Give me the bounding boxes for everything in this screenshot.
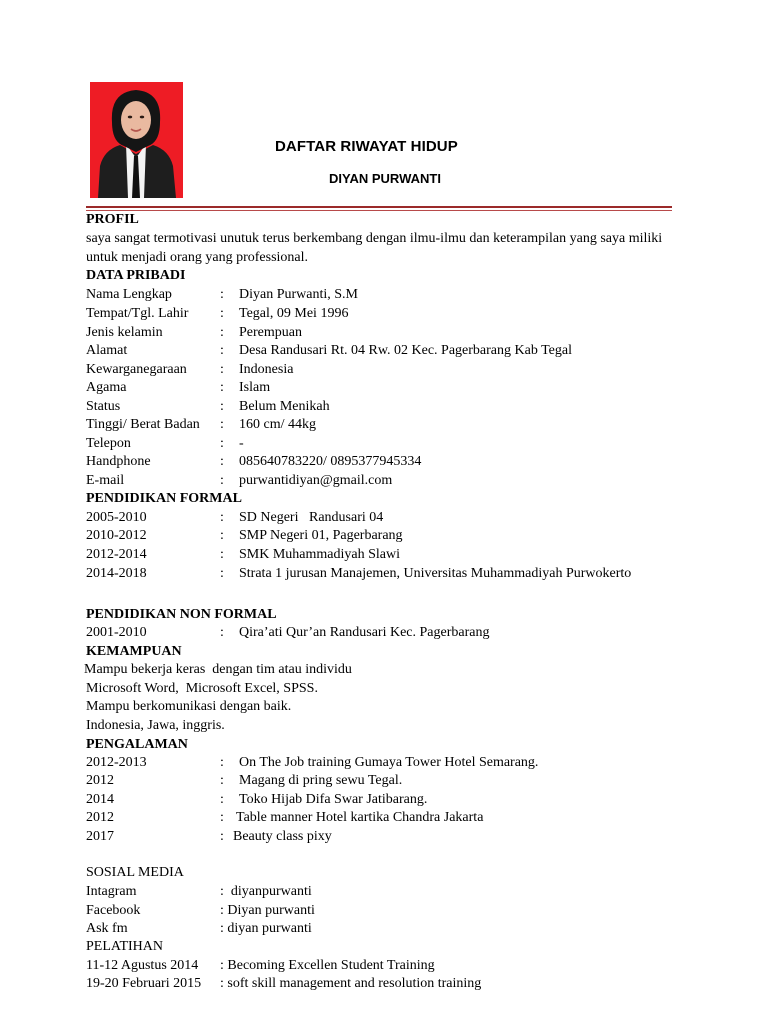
row-value: Belum Menikah (239, 399, 330, 414)
row-label: Facebook (86, 903, 141, 918)
row-label: 2001-2010 (86, 625, 147, 640)
row-label: Ask fm (86, 921, 128, 936)
document-title: DAFTAR RIWAYAT HIDUP (275, 138, 458, 155)
row-separator: : (220, 810, 224, 825)
row-label: Kewarganegaraan (86, 362, 187, 377)
section-heading-kemampuan: KEMAMPUAN (86, 644, 182, 659)
row-separator: : (220, 528, 224, 543)
row-label: Tempat/Tgl. Lahir (86, 306, 189, 321)
row-value: Perempuan (239, 325, 302, 340)
row-label: Status (86, 399, 121, 414)
profil-text-line-2: untuk menjadi orang yang professional. (86, 250, 309, 265)
row-value: SD Negeri Randusari 04 (239, 510, 384, 525)
row-separator: : (220, 287, 224, 302)
row-value: SMP Negeri 01, Pagerbarang (239, 528, 403, 543)
row-label: 2010-2012 (86, 528, 147, 543)
section-heading-pendidikan-formal: PENDIDIKAN FORMAL (86, 491, 242, 506)
row-value: Diyan Purwanti, S.M (239, 287, 358, 302)
row-value: Desa Randusari Rt. 04 Rw. 02 Kec. Pagerbarang Kab Tegal (239, 343, 572, 358)
header-divider-thin (86, 210, 672, 211)
row-label: Intagram (86, 884, 137, 899)
profile-photo-illustration (90, 82, 183, 198)
row-separator: : (220, 829, 224, 844)
row-value: 085640783220/ 0895377945334 (239, 454, 422, 469)
header-divider (86, 206, 672, 208)
skill-item: Microsoft Word, Microsoft Excel, SPSS. (86, 681, 318, 696)
row-separator: : (220, 306, 224, 321)
row-label: 2005-2010 (86, 510, 147, 525)
row-value: Toko Hijab Difa Swar Jatibarang. (239, 792, 428, 807)
row-separator: : (220, 399, 224, 414)
skill-item: Indonesia, Jawa, inggris. (86, 718, 225, 733)
row-label: 2012 (86, 773, 114, 788)
row-value: : diyanpurwanti (220, 884, 312, 899)
row-separator: : (220, 417, 224, 432)
row-separator: : (220, 625, 224, 640)
row-value: : Becoming Excellen Student Training (220, 958, 435, 973)
profile-photo (90, 82, 183, 198)
row-separator: : (220, 436, 224, 451)
row-separator: : (220, 343, 224, 358)
row-label: 2014-2018 (86, 566, 147, 581)
row-value: : Diyan purwanti (220, 903, 315, 918)
row-label: Agama (86, 380, 127, 395)
row-value: Table manner Hotel kartika Chandra Jakarta (236, 810, 484, 825)
row-value: Indonesia (239, 362, 294, 377)
row-label: 11-12 Agustus 2014 (86, 958, 199, 973)
row-separator: : (220, 510, 224, 525)
row-separator: : (220, 473, 224, 488)
row-separator: : (220, 547, 224, 562)
profil-text-line-1: saya sangat termotivasi unutuk terus berkembang dengan ilmu-ilmu dan keterampilan yang saya miliki (86, 231, 663, 246)
skill-item: Mampu berkomunikasi dengan baik. (86, 699, 292, 714)
section-heading-data-pribadi: DATA PRIBADI (86, 268, 186, 283)
row-label: E-mail (86, 473, 125, 488)
row-separator: : (220, 773, 224, 788)
row-value: 160 cm/ 44kg (239, 417, 316, 432)
section-heading-sosial-media: SOSIAL MEDIA (86, 865, 184, 880)
row-value: : soft skill management and resolution training (220, 976, 482, 991)
skill-item: Mampu bekerja keras dengan tim atau individu (84, 662, 352, 677)
row-separator: : (220, 362, 224, 377)
row-label: Alamat (86, 343, 128, 358)
row-label: Handphone (86, 454, 151, 469)
row-value: Qira’ati Qur’an Randusari Kec. Pagerbarang (239, 625, 490, 640)
section-heading-pelatihan: PELATIHAN (86, 939, 163, 954)
row-label: 2014 (86, 792, 114, 807)
row-separator: : (220, 566, 224, 581)
row-value: On The Job training Gumaya Tower Hotel Semarang. (239, 755, 539, 770)
row-value: Beauty class pixy (233, 829, 332, 844)
row-label: 2012 (86, 810, 114, 825)
person-name: DIYAN PURWANTI (329, 171, 441, 186)
row-label: 2012-2013 (86, 755, 147, 770)
row-value: purwantidiyan@gmail.com (239, 473, 393, 488)
row-value: - (239, 436, 244, 451)
row-value: Strata 1 jurusan Manajemen, Universitas Muhammadiyah Purwokerto (239, 566, 632, 581)
row-separator: : (220, 454, 224, 469)
row-label: 19-20 Februari 2015 (86, 976, 202, 991)
row-label: 2012-2014 (86, 547, 147, 562)
row-separator: : (220, 792, 224, 807)
row-label: Jenis kelamin (86, 325, 163, 340)
row-label: 2017 (86, 829, 114, 844)
row-value: : diyan purwanti (220, 921, 312, 936)
row-label: Nama Lengkap (86, 287, 172, 302)
row-label: Telepon (86, 436, 131, 451)
row-value: Magang di pring sewu Tegal. (239, 773, 403, 788)
row-separator: : (220, 325, 224, 340)
row-value: Islam (239, 380, 271, 395)
section-heading-pengalaman: PENGALAMAN (86, 737, 188, 752)
section-heading-profil: PROFIL (86, 212, 139, 227)
row-value: SMK Muhammadiyah Slawi (239, 547, 400, 562)
row-separator: : (220, 380, 224, 395)
row-value: Tegal, 09 Mei 1996 (239, 306, 349, 321)
section-heading-pendidikan-non-formal: PENDIDIKAN NON FORMAL (86, 607, 277, 622)
row-separator: : (220, 755, 224, 770)
row-label: Tinggi/ Berat Badan (86, 417, 200, 432)
